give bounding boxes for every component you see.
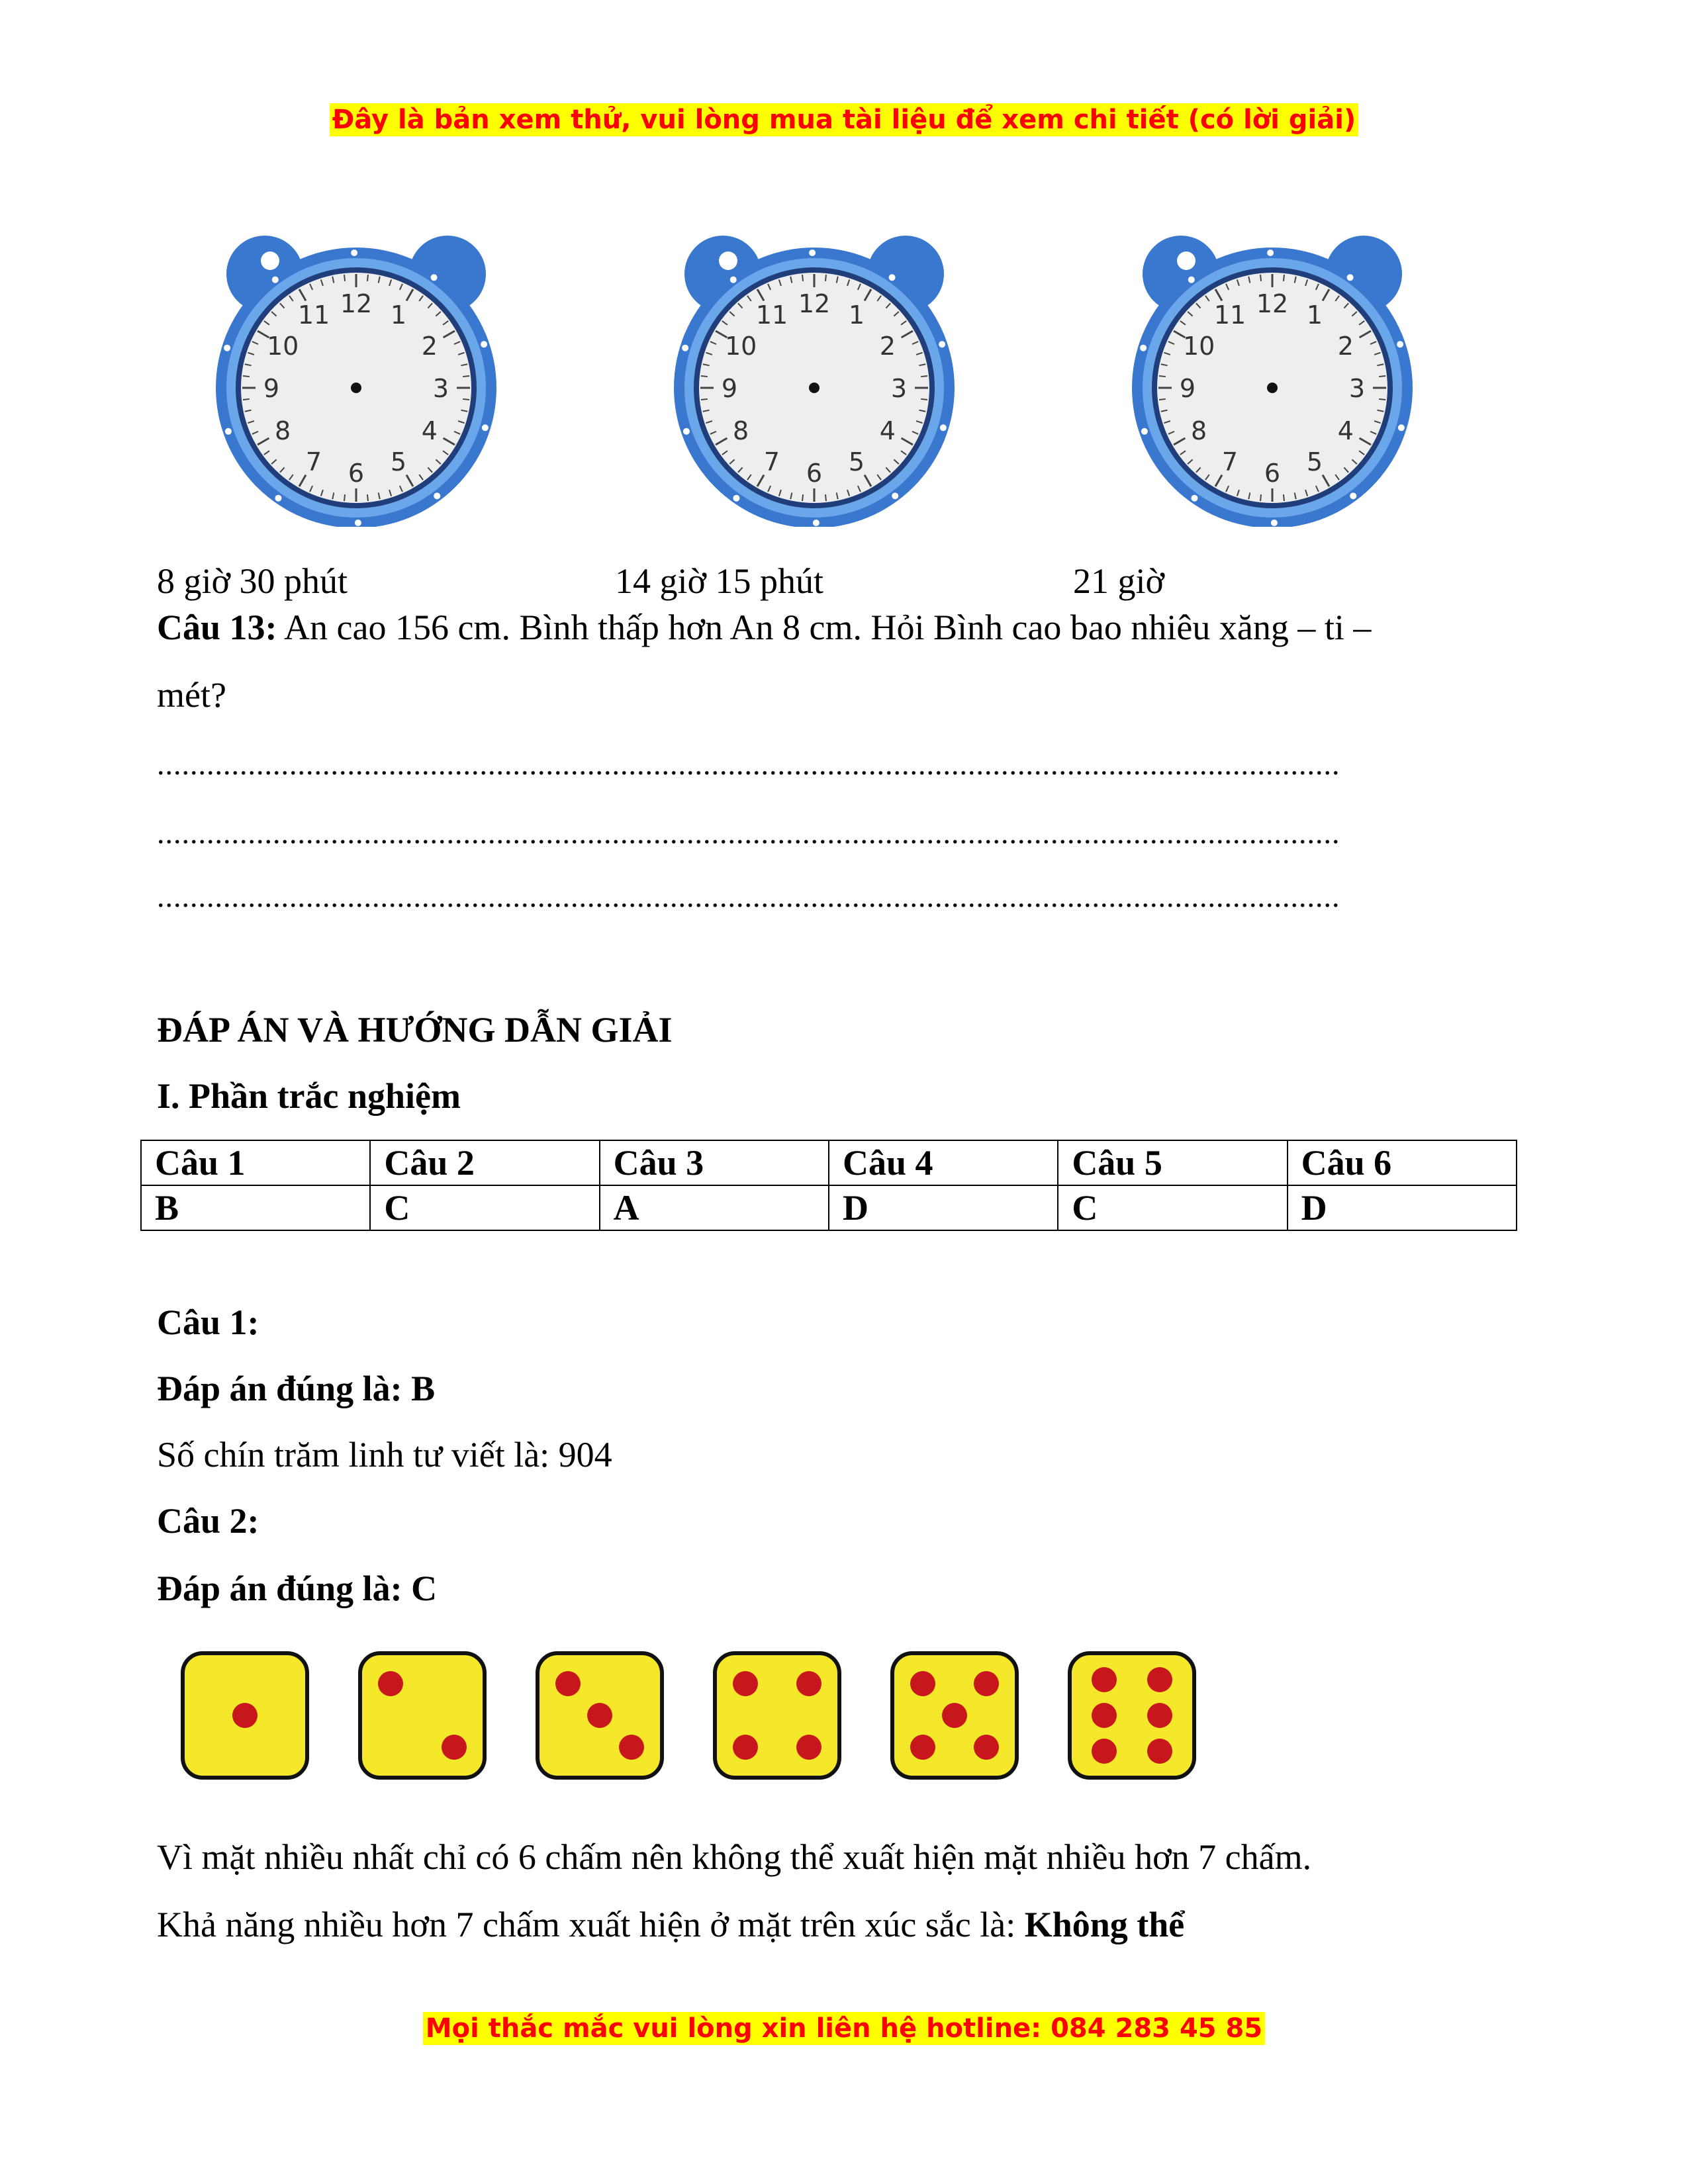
table-value-cell: D (1288, 1185, 1517, 1230)
die-body (360, 1653, 485, 1778)
table-value-cell: B (141, 1185, 370, 1230)
die-pip (974, 1735, 999, 1760)
table-value-cell: A (600, 1185, 829, 1230)
clock-number: 9 (1179, 374, 1196, 403)
clock-number: 1 (848, 300, 865, 330)
question-13-label: Câu 13: (157, 608, 277, 647)
answer-table (140, 1140, 1517, 1231)
clock-number: 11 (755, 300, 788, 330)
part-1-title: I. Phần trắc nghiệm (157, 1076, 461, 1116)
die-pip (232, 1703, 258, 1728)
answer-table-header-row (141, 1140, 1517, 1185)
cau-1-explanation: Số chín trăm linh tư viết là: 904 (157, 1435, 612, 1475)
die-face-1 (179, 1649, 311, 1782)
die-face-4 (711, 1649, 843, 1782)
clock-number: 11 (1213, 300, 1246, 330)
table-value-cell: C (370, 1185, 599, 1230)
die-pip (942, 1703, 967, 1728)
die-pip (974, 1671, 999, 1696)
clock-number: 10 (266, 332, 299, 361)
die-pip (587, 1703, 612, 1728)
die-pip (733, 1735, 758, 1760)
clock-number: 11 (297, 300, 330, 330)
clock-number: 12 (1256, 289, 1289, 318)
clock-number: 12 (798, 289, 831, 318)
clock-number: 5 (848, 447, 865, 477)
hotline-banner (0, 2013, 1688, 2044)
preview-notice-banner (0, 105, 1688, 135)
clock-number: 7 (1221, 447, 1239, 477)
die-pip (378, 1671, 403, 1696)
die-pip (796, 1735, 821, 1760)
die-pip (1092, 1667, 1117, 1692)
cau-2-label: Câu 2: (157, 1501, 259, 1541)
answers-title: ĐÁP ÁN VÀ HƯỚNG DẪN GIẢI (157, 1010, 673, 1050)
table-header-cell: Câu 1 (141, 1140, 370, 1185)
clock-number: 8 (275, 416, 291, 445)
die-face-6 (1066, 1649, 1198, 1782)
clock-2 (662, 222, 966, 527)
clock-number: 1 (390, 300, 407, 330)
clock-number: 7 (763, 447, 780, 477)
table-header-cell: Câu 2 (370, 1140, 599, 1185)
clock-caption-3: 21 giờ (1073, 561, 1165, 601)
die-pip (1092, 1703, 1117, 1728)
clock-number: 8 (1191, 416, 1207, 445)
clock-number: 3 (432, 374, 449, 403)
die-pip (555, 1671, 581, 1696)
clock-number: 9 (263, 374, 280, 403)
die-body (715, 1653, 839, 1778)
clock-number: 6 (1264, 459, 1281, 488)
table-value-cell: D (829, 1185, 1058, 1230)
die-pip (733, 1671, 758, 1696)
die-pip (910, 1735, 935, 1760)
clock-number: 6 (348, 459, 365, 488)
table-header-cell: Câu 3 (600, 1140, 829, 1185)
cau-2-conclusion: Không thể (1024, 1905, 1185, 1944)
answer-line-2: ............................................................................................................................................... (157, 816, 1340, 850)
clock-center (809, 383, 820, 393)
table-value-cell: C (1058, 1185, 1287, 1230)
die-face-3 (534, 1649, 666, 1782)
clock-caption-2: 14 giờ 15 phút (615, 561, 824, 601)
die-pip (1147, 1703, 1172, 1728)
clock-number: 3 (890, 374, 908, 403)
clock-caption-1: 8 giờ 30 phút (157, 561, 348, 601)
preview-notice-text: Đây là bản xem thử, vui lòng mua tài liệu để xem chi tiết (có lời giải) (330, 103, 1358, 136)
table-header-cell: Câu 6 (1288, 1140, 1517, 1185)
die-body (1070, 1653, 1194, 1778)
clock-number: 2 (879, 332, 896, 361)
answer-line-1: ............................................................................................................................................... (157, 747, 1340, 781)
clock-number: 4 (1337, 416, 1354, 445)
clock-1 (204, 222, 508, 527)
die-pip (910, 1671, 935, 1696)
cau-2-explanation-2-text: Khả năng nhiều hơn 7 chấm xuất hiện ở mặt trên xúc sắc là: (157, 1905, 1025, 1944)
clock-number: 5 (1306, 447, 1323, 477)
clock-center (1267, 383, 1278, 393)
question-13 (157, 608, 1371, 647)
cau-2-answer: Đáp án đúng là: C (157, 1569, 438, 1608)
question-13-text-cont: mét? (157, 675, 226, 715)
die-pip (442, 1735, 467, 1760)
clock-3 (1120, 222, 1425, 527)
clock-number: 1 (1306, 300, 1323, 330)
clock-number: 3 (1348, 374, 1366, 403)
clock-number: 9 (721, 374, 738, 403)
die-pip (1147, 1667, 1172, 1692)
die-pip (619, 1735, 644, 1760)
clock-center (351, 383, 361, 393)
table-header-cell: Câu 5 (1058, 1140, 1287, 1185)
clock-number: 10 (724, 332, 757, 361)
die-face-2 (356, 1649, 489, 1782)
clock-number: 4 (421, 416, 438, 445)
die-face-5 (888, 1649, 1021, 1782)
clock-number: 5 (390, 447, 407, 477)
question-13-text: An cao 156 cm. Bình thấp hơn An 8 cm. Hỏi Bình cao bao nhiêu xăng – ti – (277, 608, 1372, 647)
table-header-cell: Câu 4 (829, 1140, 1058, 1185)
clock-number: 6 (806, 459, 823, 488)
clock-number: 2 (421, 332, 438, 361)
clock-number: 10 (1182, 332, 1215, 361)
cau-1-label: Câu 1: (157, 1302, 259, 1342)
clock-number: 4 (879, 416, 896, 445)
clock-number: 12 (340, 289, 373, 318)
clock-number: 8 (733, 416, 749, 445)
answer-line-3: ............................................................................................................................................... (157, 880, 1340, 913)
cau-2-explanation-2 (157, 1905, 1184, 1944)
clock-number: 2 (1337, 332, 1354, 361)
die-pip (1147, 1739, 1172, 1764)
cau-2-explanation-1: Vì mặt nhiều nhất chỉ có 6 chấm nên không thể xuất hiện mặt nhiều hơn 7 chấm. (157, 1837, 1312, 1877)
clock-number: 7 (305, 447, 322, 477)
die-pip (796, 1671, 821, 1696)
die-pip (1092, 1739, 1117, 1764)
answer-table-value-row (141, 1185, 1517, 1230)
cau-1-answer: Đáp án đúng là: B (157, 1369, 436, 1408)
hotline-text: Mọi thắc mắc vui lòng xin liên hệ hotline: 084 283 45 85 (423, 2012, 1265, 2045)
